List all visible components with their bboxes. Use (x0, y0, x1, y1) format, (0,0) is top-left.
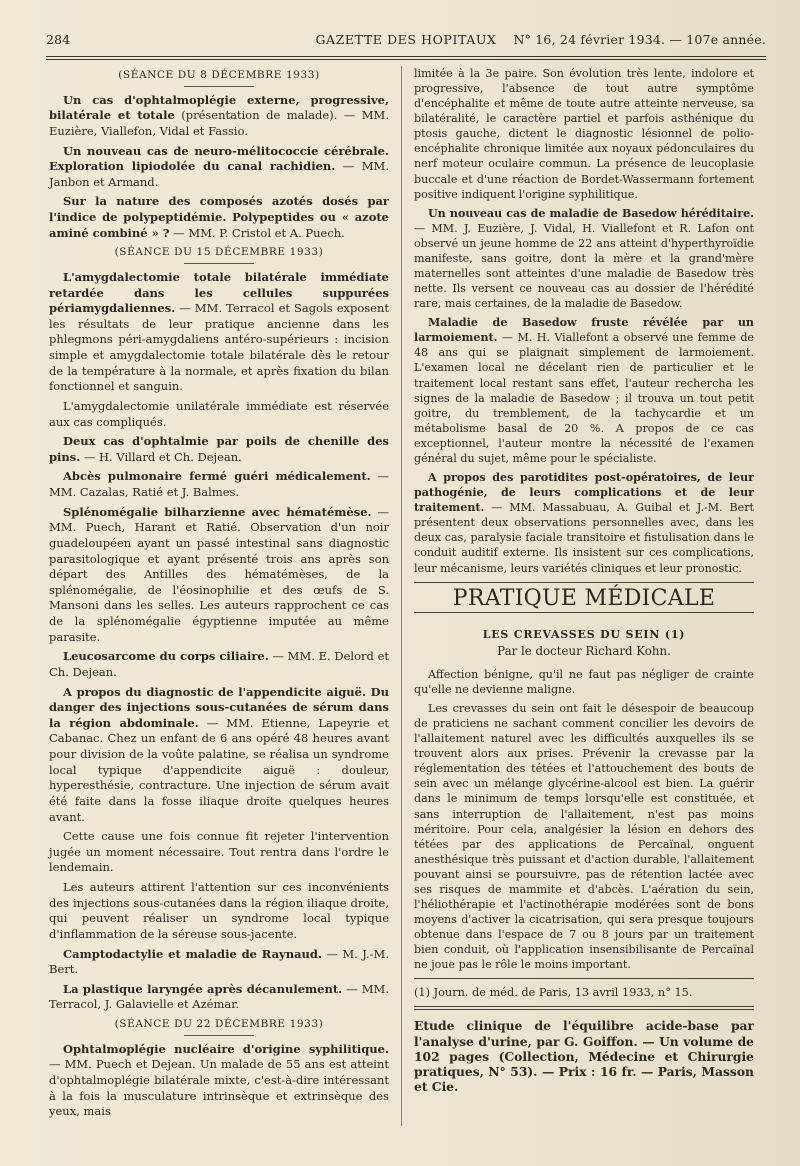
report-item (49, 469, 389, 500)
left-column (49, 66, 389, 1124)
report-item (49, 1042, 389, 1120)
header-rule-bottom (46, 59, 766, 60)
notice-rule (414, 1006, 754, 1010)
report-title: Un cas d'ophtalmoplégie externe, progressive, bilatérale et totale (49, 92, 389, 123)
report-title: L'amygdalectomie totale bilatérale immédiate retardée dans les cellules suppurées périamygdaliennes. (49, 269, 389, 316)
report-body: — MM. Janbon et Armand. (49, 159, 389, 189)
article-author: Par le docteur Richard Kohn. (497, 643, 671, 658)
report-body: — MM. P. Cristol et A. Puech. (169, 225, 345, 240)
seance-heading: (SÉANCE DU 22 DÉCEMBRE 1933) (114, 1018, 324, 1030)
report-item (49, 144, 389, 191)
running-head (46, 30, 766, 52)
book-notice: Etude clinique de l'équilibre acide-base par l'analyse d'urine, par G. Goiffon. — Un volume de 102 pages (Collection, Médecine et Chirurgie pratiques, N° 53). — Prix : 16 fr. — Paris, Masson et Cie. (414, 1018, 754, 1094)
report-item (49, 93, 389, 140)
report-item (49, 880, 389, 943)
right-column (414, 66, 754, 1094)
report-item (49, 649, 389, 680)
seance-heading: (SÉANCE DU 15 DÉCEMBRE 1933) (114, 246, 324, 259)
report-title: Un nouveau cas de neuro-mélitococcie cérébrale. Exploration lipiodolée du canal rachidien. (49, 143, 389, 174)
report-body: — MM. Puech, Harant et Ratié. Observation d'un noir guadeloupéen ayant un passé intestinal sans diagnostic parasitologique et ayant présenté trois ans après son départ des Antilles des hématémèses, de la splénomégalie, de l'éosinophilie et des œufs de S. Mansoni dans les selles. Les auteurs rapprochent ce cas de la splénomégalie égyptienne imputée au même parasite. (49, 504, 389, 644)
report-title: Splénomégalie bilharzienne avec hématémèse. (63, 504, 372, 519)
report-body: — H. Villard et Ch. Dejean. (80, 449, 242, 464)
report-body: — MM. Terracol et Sagols exposent les résultats de leur pratique ancienne dans les phlegmons péri-amygdaliens antéro-supérieurs : incision simple et amygdalectomie totale bilatérale dès le retour de la température à la normale, et après fixation du bilan fonctionnel et sanguin. (49, 301, 389, 394)
column-divider (401, 66, 402, 1126)
page-number: 284 (46, 32, 71, 47)
seance-rule (184, 263, 254, 264)
report-title: La plastique laryngée après décanulement. (63, 981, 343, 996)
journal-title: GAZETTE DES HOPITAUX (315, 32, 497, 47)
report-title: Sur la nature des composés azotés dosés par l'indice de polypeptidémie. Polypeptides ou « azote aminé combiné » ? (49, 194, 389, 240)
report-body: (présentation de malade). — MM. Euzière, Viallefon, Vidal et Fassio. (49, 108, 389, 138)
report-title: Abcès pulmonaire fermé guéri médicalement. (63, 469, 371, 484)
section-rule (414, 582, 754, 583)
report-title: Camptodactylie et maladie de Raynaud. (63, 946, 322, 961)
report-item (49, 434, 389, 465)
report-item (49, 505, 389, 646)
report-title: A propos des parotidites post-opératoires, de leur pathogénie, de leurs complications et de leur traitement. (414, 471, 754, 515)
article-title: LES CREVASSES DU SEIN (1) (482, 627, 686, 641)
report-body: — MM. Cazalas, Ratié et J. Balmes. (49, 469, 389, 499)
report-body: — MM. E. Delord et Ch. Dejean. (49, 649, 389, 679)
report-body: L'amygdalectomie unilatérale immédiate est réservée aux cas compliqués. (49, 398, 389, 429)
report-item (49, 194, 389, 241)
report-item (49, 947, 389, 978)
section-title: PRATIQUE MÉDICALE (452, 585, 716, 611)
report-title: Maladie de Basedow fruste révélée par un larmoiement. (414, 316, 754, 345)
report-body: Les auteurs attirent l'attention sur ces inconvénients des injections sous-cutanées dans la région iliaque droite, qui peuvent réaliser un syndrome local typique d'inflammation de la séreuse sous-jacente. (49, 880, 389, 941)
report-body: Cette cause une fois connue fit rejeter l'intervention jugée un moment nécessaire. Tout rentra dans l'ordre le lendemain. (49, 829, 389, 875)
report-item (49, 982, 389, 1013)
continued-paragraph: limitée à la 3e paire. Son évolution très lente, indolore et progressive, l'absence de tout autre symptôme d'encéphalite et même de toute autre atteinte nerveuse, sa bilatéralité, le caractère partiel et parfois asthénique du ptosis gauche, dictent le diagnostic lésionnel de polio-encéphalite chronique limitée aux noyaux pédonculaires du nerf moteur oculaire commun. La présence de leucoplasie buccale et d'une réaction de Bordet-Wassermann fortement positive indiquent l'origine syphilitique. (414, 67, 754, 201)
report-item (414, 315, 754, 466)
report-body: — MM. J. Euzière, J. Vidal, H. Viallefont et R. Lafon ont observé un jeune homme de 22 ans atteint d'hyperthyroïdie manifeste, sans goitre, dont la mère et la grand'mère maternelles sont atteintes d'une maladie de Basedow très nette. Ils versent ce nouveau cas au dossier de l'hérédité rare, mais certaines, de la maladie de Basedow. (414, 221, 754, 311)
seance-heading: (SÉANCE DU 8 DÉCEMBRE 1933) (118, 69, 320, 81)
report-item (49, 399, 389, 430)
report-item (414, 470, 754, 576)
report-body: — MM. Massabuau, A. Guibal et J.-M. Bert présentent deux observations personnelles avec, dans les deux cas, paralysie faciale transitoire et fistulisation dans le conduit auditif externe. Ils insistent sur ces complications, leur mécanisme, leurs variétés cliniques et leur pronostic. (414, 501, 754, 575)
seance-rule (184, 86, 254, 87)
report-item (49, 270, 389, 395)
header-rule-top (46, 56, 766, 57)
seance-rule (184, 1035, 254, 1036)
report-title: A propos du diagnostic de l'appendicite aiguë. Du danger des injections sous-cutanées de sérum dans la région abdominale. (49, 684, 389, 730)
section-rule (414, 612, 754, 613)
report-item (49, 829, 389, 876)
article-paragraph: Affection bénigne, qu'il ne faut pas négliger de crainte qu'elle ne devienne maligne. (414, 667, 754, 696)
report-title: Deux cas d'ophtalmie par poils de chenille des pins. (49, 434, 389, 464)
footnote-rule (414, 978, 754, 979)
report-body: — M. H. Viallefont a observé une femme de 48 ans qui se plaignait simplement de larmoiement. L'examen local ne décelant rien de particulier et le traitement local restant sans effet, l'auteur rechercha les signes de la maladie de Basedow ; il trouva un tout petit goitre, du tremblement, de la tachycardie et un métabolisme basal de 20 %. A propos de ce cas exceptionnel, l'auteur montre la nécessité de l'examen général du sujet, même pour le spécialiste. (414, 331, 754, 465)
report-body: — MM. Puech et Dejean. Un malade de 55 ans est atteint d'ophtalmoplégie bilatérale mixte, c'est-à-dire intéressant à la fois la musculature intrinsèque et extrinsèque des yeux, mais (49, 1057, 389, 1119)
report-title: Leucosarcome du corps ciliaire. (63, 649, 269, 664)
report-body: — M. J.-M. Bert. (49, 946, 389, 977)
report-item (49, 685, 389, 826)
footnote: (1) Journ. de méd. de Paris, 13 avril 1933, n° 15. (414, 986, 693, 1000)
report-title: Un nouveau cas de maladie de Basedow héréditaire. (428, 206, 754, 220)
report-body: — MM. Etienne, Lapeyrie et Cabanac. Chez un enfant de 6 ans opéré 48 heures avant pour division de la voûte palatine, se réalisa un syndrome local typique d'appendicite aiguë : douleur, hyperesthésie, contracture. Une injection de sérum avait été faite dans la fosse iliaque droite quelques heures avant. (49, 715, 389, 824)
report-body: — MM. Terracol, J. Galavielle et Azémar. (49, 981, 389, 1012)
report-title: Ophtalmoplégie nucléaire d'origine syphilitique. (63, 1041, 389, 1056)
issue-info: N° 16, 24 février 1934. — 107e année. (513, 32, 766, 47)
report-item (414, 206, 754, 312)
article-paragraph: Les crevasses du sein ont fait le désespoir de beaucoup de praticiens ne sachant comment concilier les devoirs de l'allaitement naturel avec les difficultés auxquelles ils se trouvent alors aux prises. Prévenir la crevasse par la réglementation des tétées et l'attouchement des bouts de sein avec un mélange glycérine-alcool est bien. La guérir dans le minimum de temps lorsqu'elle est constituée, et sans interruption de l'allaitement, n'est pas moins méritoire. Pour cela, analgésier la lésion en dehors des tétées par des applications de Percaïnal, onguent anesthésique très puissant et d'action durable, l'allaitement pouvant ainsi se poursuivre, pas de rétention lactée avec ses risques de mammite et d'abcès. L'aération du sein, l'héliothérapie et l'actinothérapie modérées sont de bons moyens d'activer la cicatrisation, qui sera presque toujours obtenue dans l'espace de 7 ou 8 jours par un traitement bien conduit, où l'application insensibilisante de Percaïnal ne joue pas le rôle le moins important. (414, 701, 754, 972)
